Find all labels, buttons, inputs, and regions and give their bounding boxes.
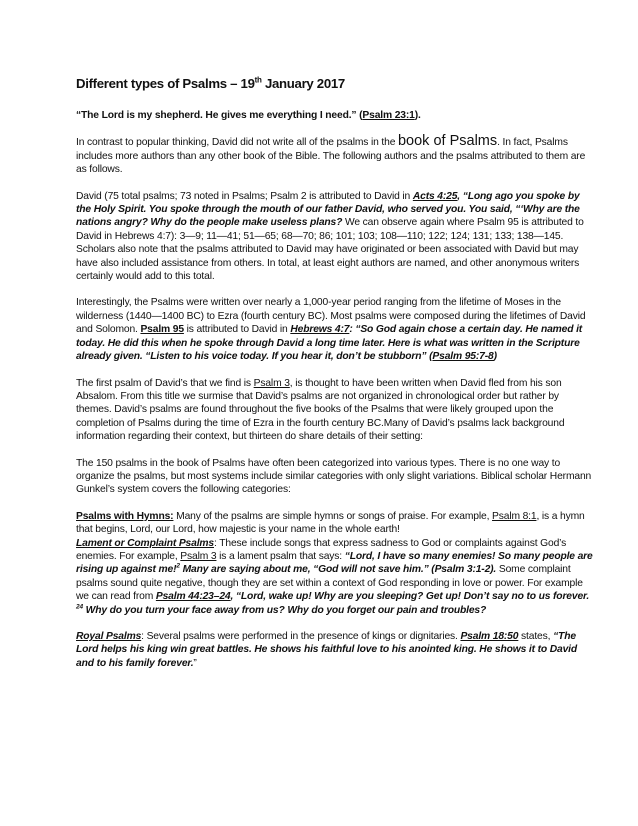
psalm-44-link[interactable]: Psalm 44:23–24 (155, 591, 231, 603)
quote-text: “The Lord is my shepherd. He gives me everything I need.” (76, 110, 357, 121)
p2-text-d: We can observe again where Psalm 95 is attributed to David in Hebrews 4:7): 3—9; 11—41; 51—65; 68—70; 86; 101; 103; 108—110; 122; 124; 131; 133; 138—145. Scholars also note that the psalms attributed to David may have originated or been associated with David but may have also included assistance from others. In total, at least eight authors are named, and other anonymous writers certainly would add to this total. (76, 217, 584, 283)
hymns-text-b: , is a hymn that begins, Lord, our Lord, how majestic is your name in the whole earth! (76, 510, 585, 536)
royal-close-quote: ” (193, 657, 197, 669)
p1-book-of-psalms: book of Psalms (397, 133, 498, 150)
hymns-text-a: Many of the psalms are simple hymns or songs of praise. For example, (173, 510, 493, 522)
document-title (76, 76, 594, 92)
paragraph-psalm-types (76, 510, 594, 617)
paragraph-first-psalm (76, 377, 594, 444)
title-superscript: th (254, 75, 262, 85)
lament-heading: Lament or Complaint Psalms (76, 537, 214, 549)
psalm-3-link[interactable]: Psalm 3 (253, 377, 290, 389)
p4-text-a: The first psalm of David’s that we find is (76, 377, 254, 389)
p3-hebrews-quote: : “So God again chose a certain day. He named it today. He did this when he spoke through David a long time later. Here is what was written in the Scripture already given. “Listen to his voice today. If you hear it, don’t be stubborn” ( (76, 324, 583, 363)
opening-quote: “The Lord is my shepherd. He gives me everything I need.” (Psalm 23:1). (76, 110, 421, 121)
psalm-8-1-link[interactable]: Psalm 8:1 (492, 510, 537, 522)
p4-text-c: , is thought to have been written when David fled from his son Absalom. From this title we surmise that David’s psalms are not organized in chronological order but rather by themes. David’s psalms are found throughout the five books of the Psalms that were likely grouped upon the completion of Psalms during the time of Ezra in the fourth century BC.Many of David’s psalms lack background information regarding their context, but thirteen do share details of their setting: (76, 377, 565, 443)
p2-text-a: David (75 total psalms; 73 noted in Psalms; Psalm 2 is attributed to David in (76, 190, 413, 202)
royal-text-b: states, (518, 631, 554, 642)
p3-text-c: is attributed to David in (183, 324, 291, 336)
verse-number-24: 24 (76, 603, 83, 611)
paragraph-categories: The 150 psalms in the book of Psalms have often been categorized into various types. There is no one way to organize the psalms, but most systems include similar categories with only slight variations. Biblical scholar Hermann Gunkel’s system covers the following categories: (76, 457, 592, 496)
psalm-95-link[interactable]: Psalm 95 (140, 324, 184, 336)
verse-number-2: 2 (176, 562, 180, 570)
p2-acts-quote: , “Long ago you spoke by the Holy Spirit. You spoke through the mouth of our father David, who served you. You said, “‘Why are the nations angry? Why do the people make useless plans? (76, 190, 580, 229)
title-text: Different types of Psalms – 19 (76, 76, 255, 91)
royal-quote: “The Lord helps his king win great battles. He shows his faithful love to his anointed king. He shows it to David and to his family forever. (76, 631, 577, 669)
psalm-95-7-8-link[interactable]: Psalm 95:7-8 (432, 351, 494, 363)
lament-text-a: : These include songs that express sadness to God or complaints against God’s enemies. For example, (76, 537, 567, 562)
p3-text-a: Interestingly, the Psalms were written over nearly a 1,000-year period ranging from the lifetime of Moses in the wilderness (1440—1400 BC) to Ezra (fourth century BC). Most psalms were composed during the lifetimes of David and Solomon. (76, 297, 586, 336)
royal-heading: Royal Psalms (76, 631, 142, 642)
lament-quote-f: , “Lord, wake up! Why are you sleeping? Get up! Don’t say no to us forever. (230, 591, 590, 603)
psalm-3-lament-link[interactable]: Psalm 3 (180, 550, 217, 562)
paragraph-authors (76, 135, 594, 176)
p1-text-c: . In fact, Psalms includes more authors than any other book of the Bible. The following authors and the psalms attributed to them are as follows. (76, 137, 586, 176)
lament-quote-g: Why do you turn your face away from us? Why do you forget our pain and troubles? (82, 604, 487, 616)
quote-reference-link[interactable]: Psalm 23:1 (362, 110, 415, 121)
lament-quote-d: Many are saying about me, “God will not save him.” (Psalm 3:1-2). (179, 564, 497, 576)
hymns-heading: Psalms with Hymns: (76, 510, 174, 522)
hebrews-reference-link[interactable]: Hebrews 4:7 (290, 324, 350, 336)
paragraph-timeline (76, 296, 594, 363)
lament-text-e: Some complaint psalms sound quite negative, though they are set within a context of God responding in love or power. For example we can read from (76, 564, 583, 603)
quote-end: ). (414, 110, 421, 121)
paragraph-royal (76, 630, 594, 670)
psalm-18-50-link[interactable]: Psalm 18:50 (460, 631, 519, 642)
acts-reference-link[interactable]: Acts 4:25 (412, 190, 458, 202)
p3-close-paren: ) (493, 351, 497, 363)
lament-text-b: is a lament psalm that says: (216, 550, 345, 562)
royal-text-a: : Several psalms were performed in the presence of kings or dignitaries. (141, 631, 461, 642)
lament-quote-c: “Lord, I have so many enemies! So many people are rising up against me! (76, 550, 593, 576)
p1-text-a: In contrast to popular thinking, David did not write all of the psalms in the (76, 137, 398, 149)
title-date: January 2017 (261, 76, 345, 91)
paragraph-david (76, 190, 594, 284)
